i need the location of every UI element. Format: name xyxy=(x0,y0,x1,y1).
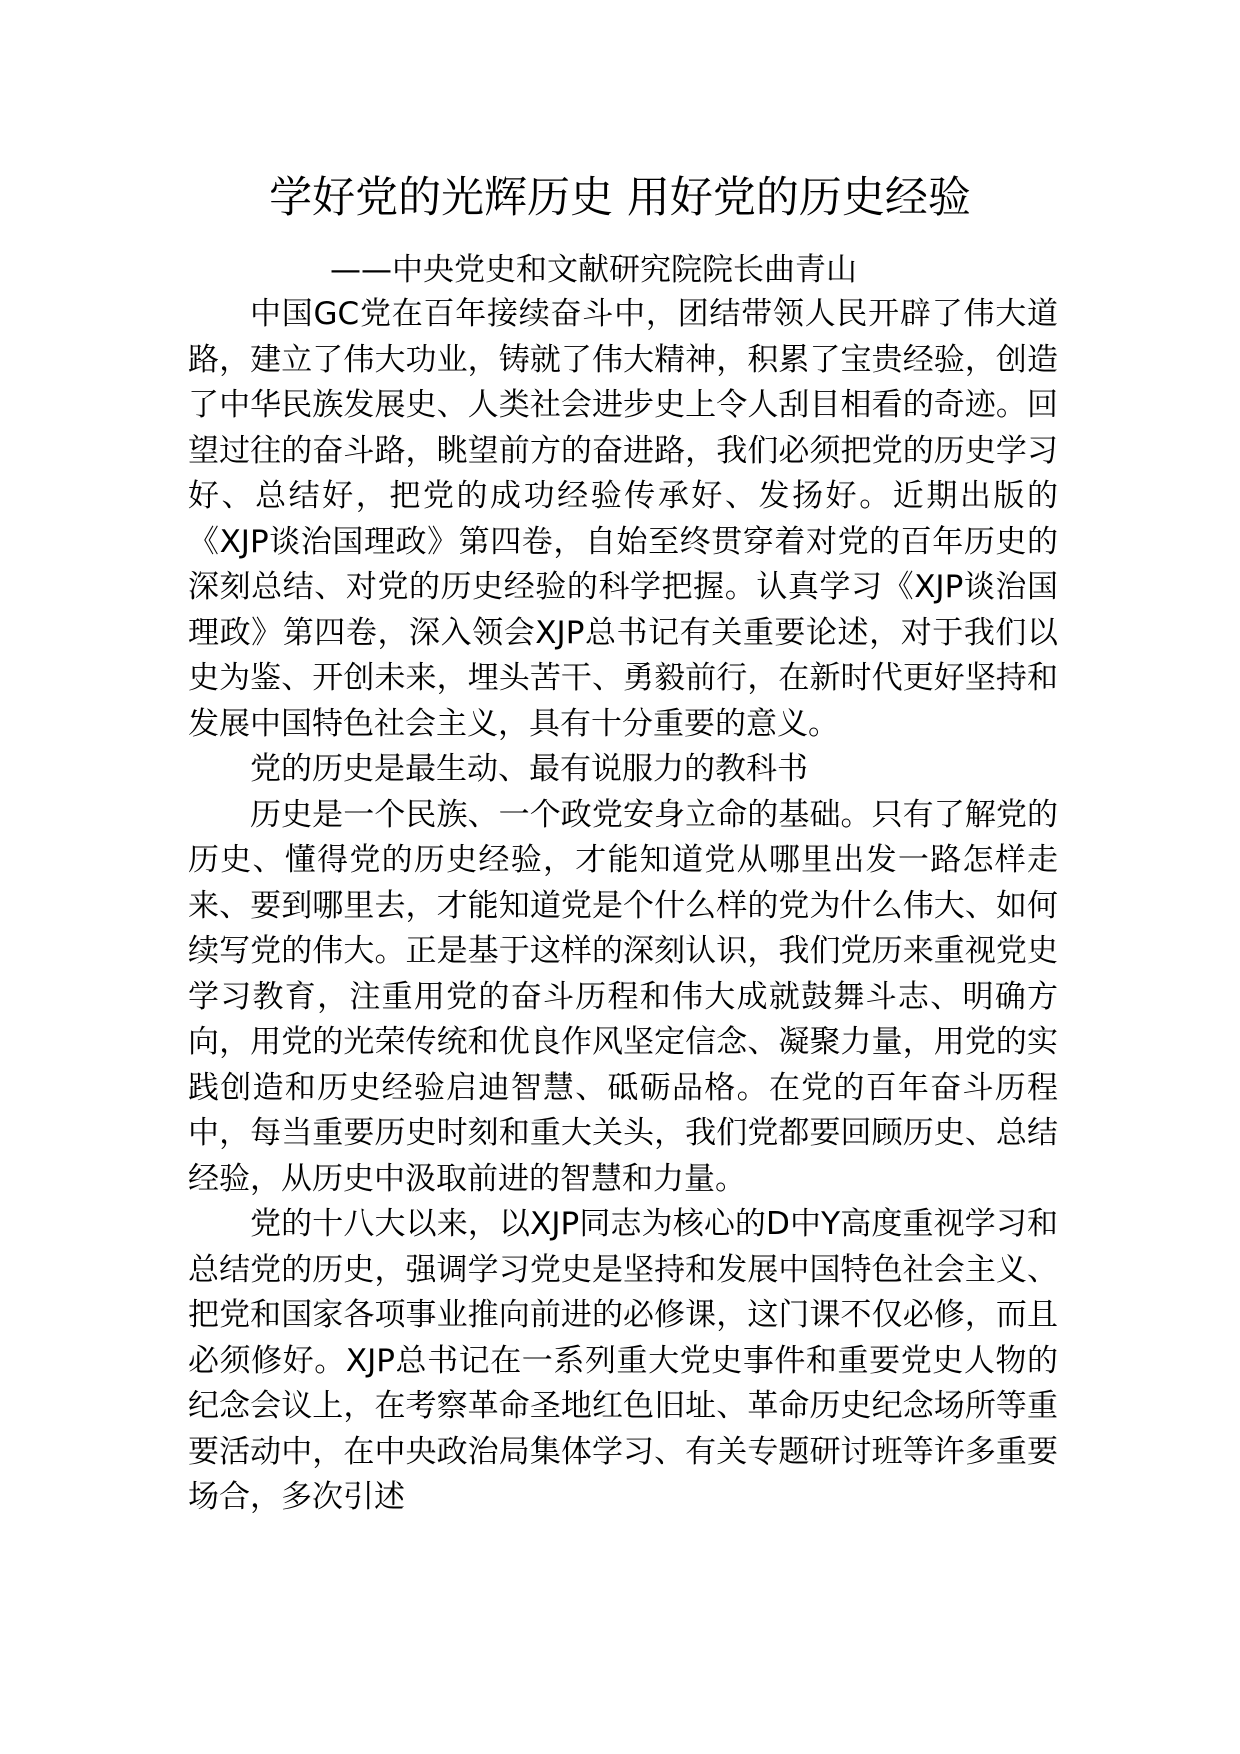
paragraph-history-foundation: 历史是一个民族、一个政党安身立命的基础。只有了解党的历史、懂得党的历史经验，才能知道党从哪里出发一路怎样走来、要到哪里去，才能知道党是个什么样的党为什么伟大、如何续写党的伟大。正是基于这样的深刻认识，我们党历来重视党史学习教育，注重用党的奋斗历程和伟大成就鼓舞斗志、明确方向，用党的光荣传统和优良作风坚定信念、凝聚力量，用党的实践创造和历史经验启迪智慧、砥砺品格。在党的百年奋斗历程中，每当重要历史时刻和重大关头，我们党都要回顾历史、总结经验，从历史中汲取前进的智慧和力量。 xyxy=(188,796,1058,1197)
paragraph-since-18th-congress: 党的十八大以来，以XJP同志为核心的D中Y高度重视学习和总结党的历史，强调学习党史是坚持和发展中国特色社会主义、把党和国家各项事业推向前进的必修课，这门课不仅必修，而且必须修好。XJP总书记在一系列重大党史事件和重要党史人物的纪念会议上，在考察革命圣地红色旧址、革命历史纪念场所等重要活动中，在中央政治局集体学习、有关专题研讨班等许多重要场合，多次引述 xyxy=(188,1206,1058,1515)
paragraph-intro: 中国GC党在百年接续奋斗中，团结带领人民开辟了伟大道路，建立了伟大功业，铸就了伟大精神，积累了宝贵经验，创造了中华民族发展史、人类社会进步史上令人刮目相看的奇迹。回望过往的奋斗路，眺望前方的奋进路，我们必须把党的历史学习好、总结好，把党的成功经验传承好、发扬好。近期出版的《XJP谈治国理政》第四卷，自始至终贯穿着对党的百年历史的深刻总结、对党的历史经验的科学把握。认真学习《XJP谈治国理政》第四卷，深入领会XJP总书记有关重要论述，对于我们以史为鉴、开创未来，埋头苦干、勇毅前行，在新时代更好坚持和发展中国特色社会主义，具有十分重要的意义。 xyxy=(188,296,1058,742)
document-subtitle: ——中央党史和文献研究院院长曲青山 xyxy=(330,252,857,288)
section-heading: 党的历史是最生动、最有说服力的教科书 xyxy=(250,751,808,787)
document-body xyxy=(188,292,1058,1521)
document-title: 学好党的光辉历史 用好党的历史经验 xyxy=(269,173,971,223)
